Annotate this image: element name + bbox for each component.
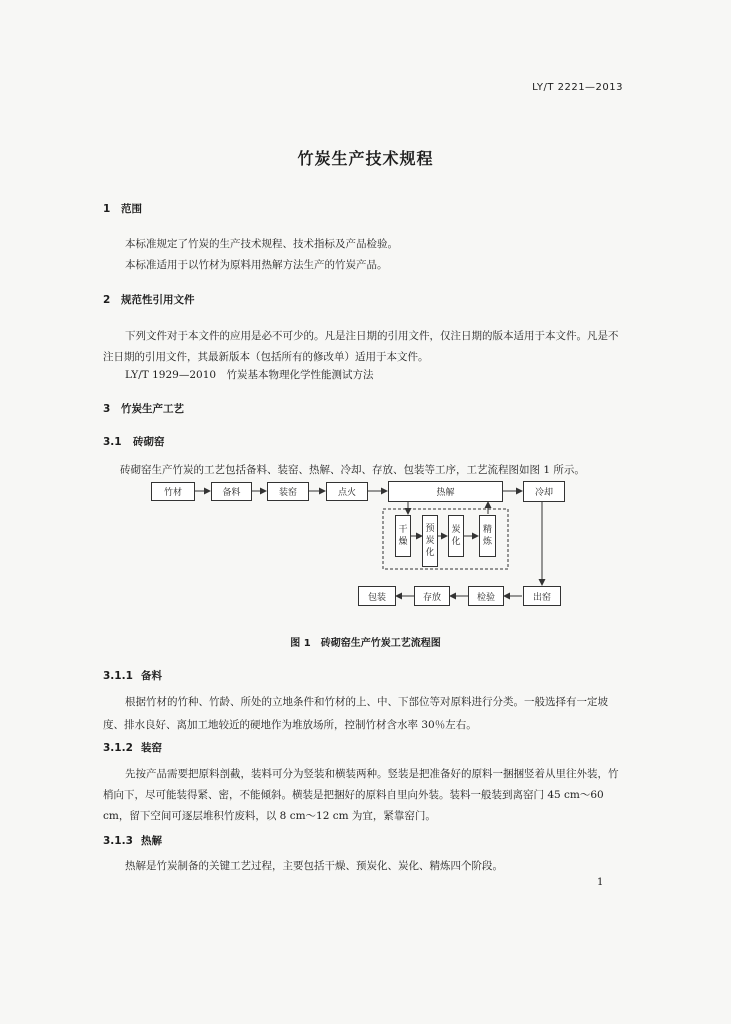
stage-char: 炭	[451, 525, 461, 535]
section-number: 3.1.1	[103, 670, 133, 682]
section-title: 范围	[121, 203, 142, 215]
paragraph: 下列文件对于本文件的应用是必不可少的。凡是注日期的引用文件，仅注日期的版本适用于本文件。凡是不注日期的引用文件，其最新版本（包括所有的修改单）适用于本文件。	[103, 330, 619, 363]
step-package: 包装	[358, 586, 396, 606]
step-bamboo: 竹材	[151, 482, 195, 501]
step-cool: 冷却	[523, 481, 565, 502]
section-title: 砖砌窑	[133, 436, 165, 448]
section-number: 2	[103, 294, 111, 306]
stage-char: 炭	[425, 536, 435, 546]
step-inspect: 检验	[468, 586, 504, 606]
section-title: 热解	[141, 835, 162, 847]
section-number: 3.1.2	[103, 742, 133, 754]
stage-char: 精	[482, 525, 492, 535]
subsection-3-1-3-heading	[103, 833, 162, 848]
paragraph: 砖砌窑生产竹炭的工艺包括备料、装窑、热解、冷却、存放、包装等工序，工艺流程图如图 1 所示。	[120, 464, 585, 476]
section-number: 1	[103, 203, 111, 215]
stage-pre-carbonize	[422, 515, 438, 567]
step-ignite: 点火	[326, 482, 368, 501]
section-title: 备料	[141, 670, 162, 682]
subsection-3-1-2-heading	[103, 740, 162, 755]
step-pyrolysis: 热解	[388, 481, 503, 502]
reference-item: LY/T 1929—2010 竹炭基本物理化学性能测试方法	[125, 369, 374, 381]
stage-char: 燥	[398, 537, 408, 547]
section-title: 竹炭生产工艺	[121, 403, 184, 415]
paragraph: 本标准适用于以竹材为原料用热解方法生产的竹炭产品。	[125, 259, 388, 271]
paragraph: 先按产品需要把原料剖截，装料可分为竖装和横装两种。竖装是把准备好的原料一捆捆竖着从里往外装，竹梢向下，尽可能装得紧、密，不能倾斜。横装是把捆好的原料自里向外装。装料一般装到离窑门 45 cm～60 cm，留下空间可逐层堆积竹废料，以 8 cm～12 cm 为宜，紧靠窑门。	[103, 768, 619, 822]
stage-char: 预	[425, 524, 435, 534]
page-number: 1	[597, 877, 604, 888]
stage-char: 干	[398, 525, 408, 535]
step-unload: 出窑	[523, 586, 561, 606]
stage-char: 化	[451, 537, 461, 547]
stage-char: 炼	[482, 537, 492, 547]
paragraph: 根据竹材的竹种、竹龄、所处的立地条件和竹材的上、中、下部位等对原料进行分类。一般选择有一定坡度、排水良好、离加工地较近的硬地作为堆放场所，控制竹材含水率 30％左右。	[103, 696, 608, 731]
document-title: 竹炭生产技术规程	[297, 149, 434, 168]
section-title: 规范性引用文件	[121, 294, 195, 306]
paragraph: 热解是竹炭制备的关键工艺过程，主要包括干燥、预炭化、炭化、精炼四个阶段。	[125, 860, 503, 872]
paragraph: 本标准规定了竹炭的生产技术规程、技术指标及产品检验。	[125, 238, 398, 250]
section-number: 3.1.3	[103, 835, 133, 847]
stage-carbonize	[448, 515, 464, 557]
stage-dry	[395, 515, 411, 557]
step-load-kiln: 装窑	[267, 482, 309, 501]
figure-caption: 图 1 砖砌窑生产竹炭工艺流程图	[290, 638, 441, 649]
section-number: 3	[103, 403, 111, 415]
section-number: 3.1	[103, 436, 122, 448]
subsection-3-1-1-heading	[103, 668, 162, 683]
step-prepare: 备料	[211, 482, 252, 501]
stage-refine	[479, 515, 496, 557]
step-store: 存放	[414, 586, 450, 606]
standard-number: LY/T 2221—2013	[532, 82, 623, 93]
section-title: 装窑	[141, 742, 162, 754]
stage-char: 化	[425, 548, 435, 558]
